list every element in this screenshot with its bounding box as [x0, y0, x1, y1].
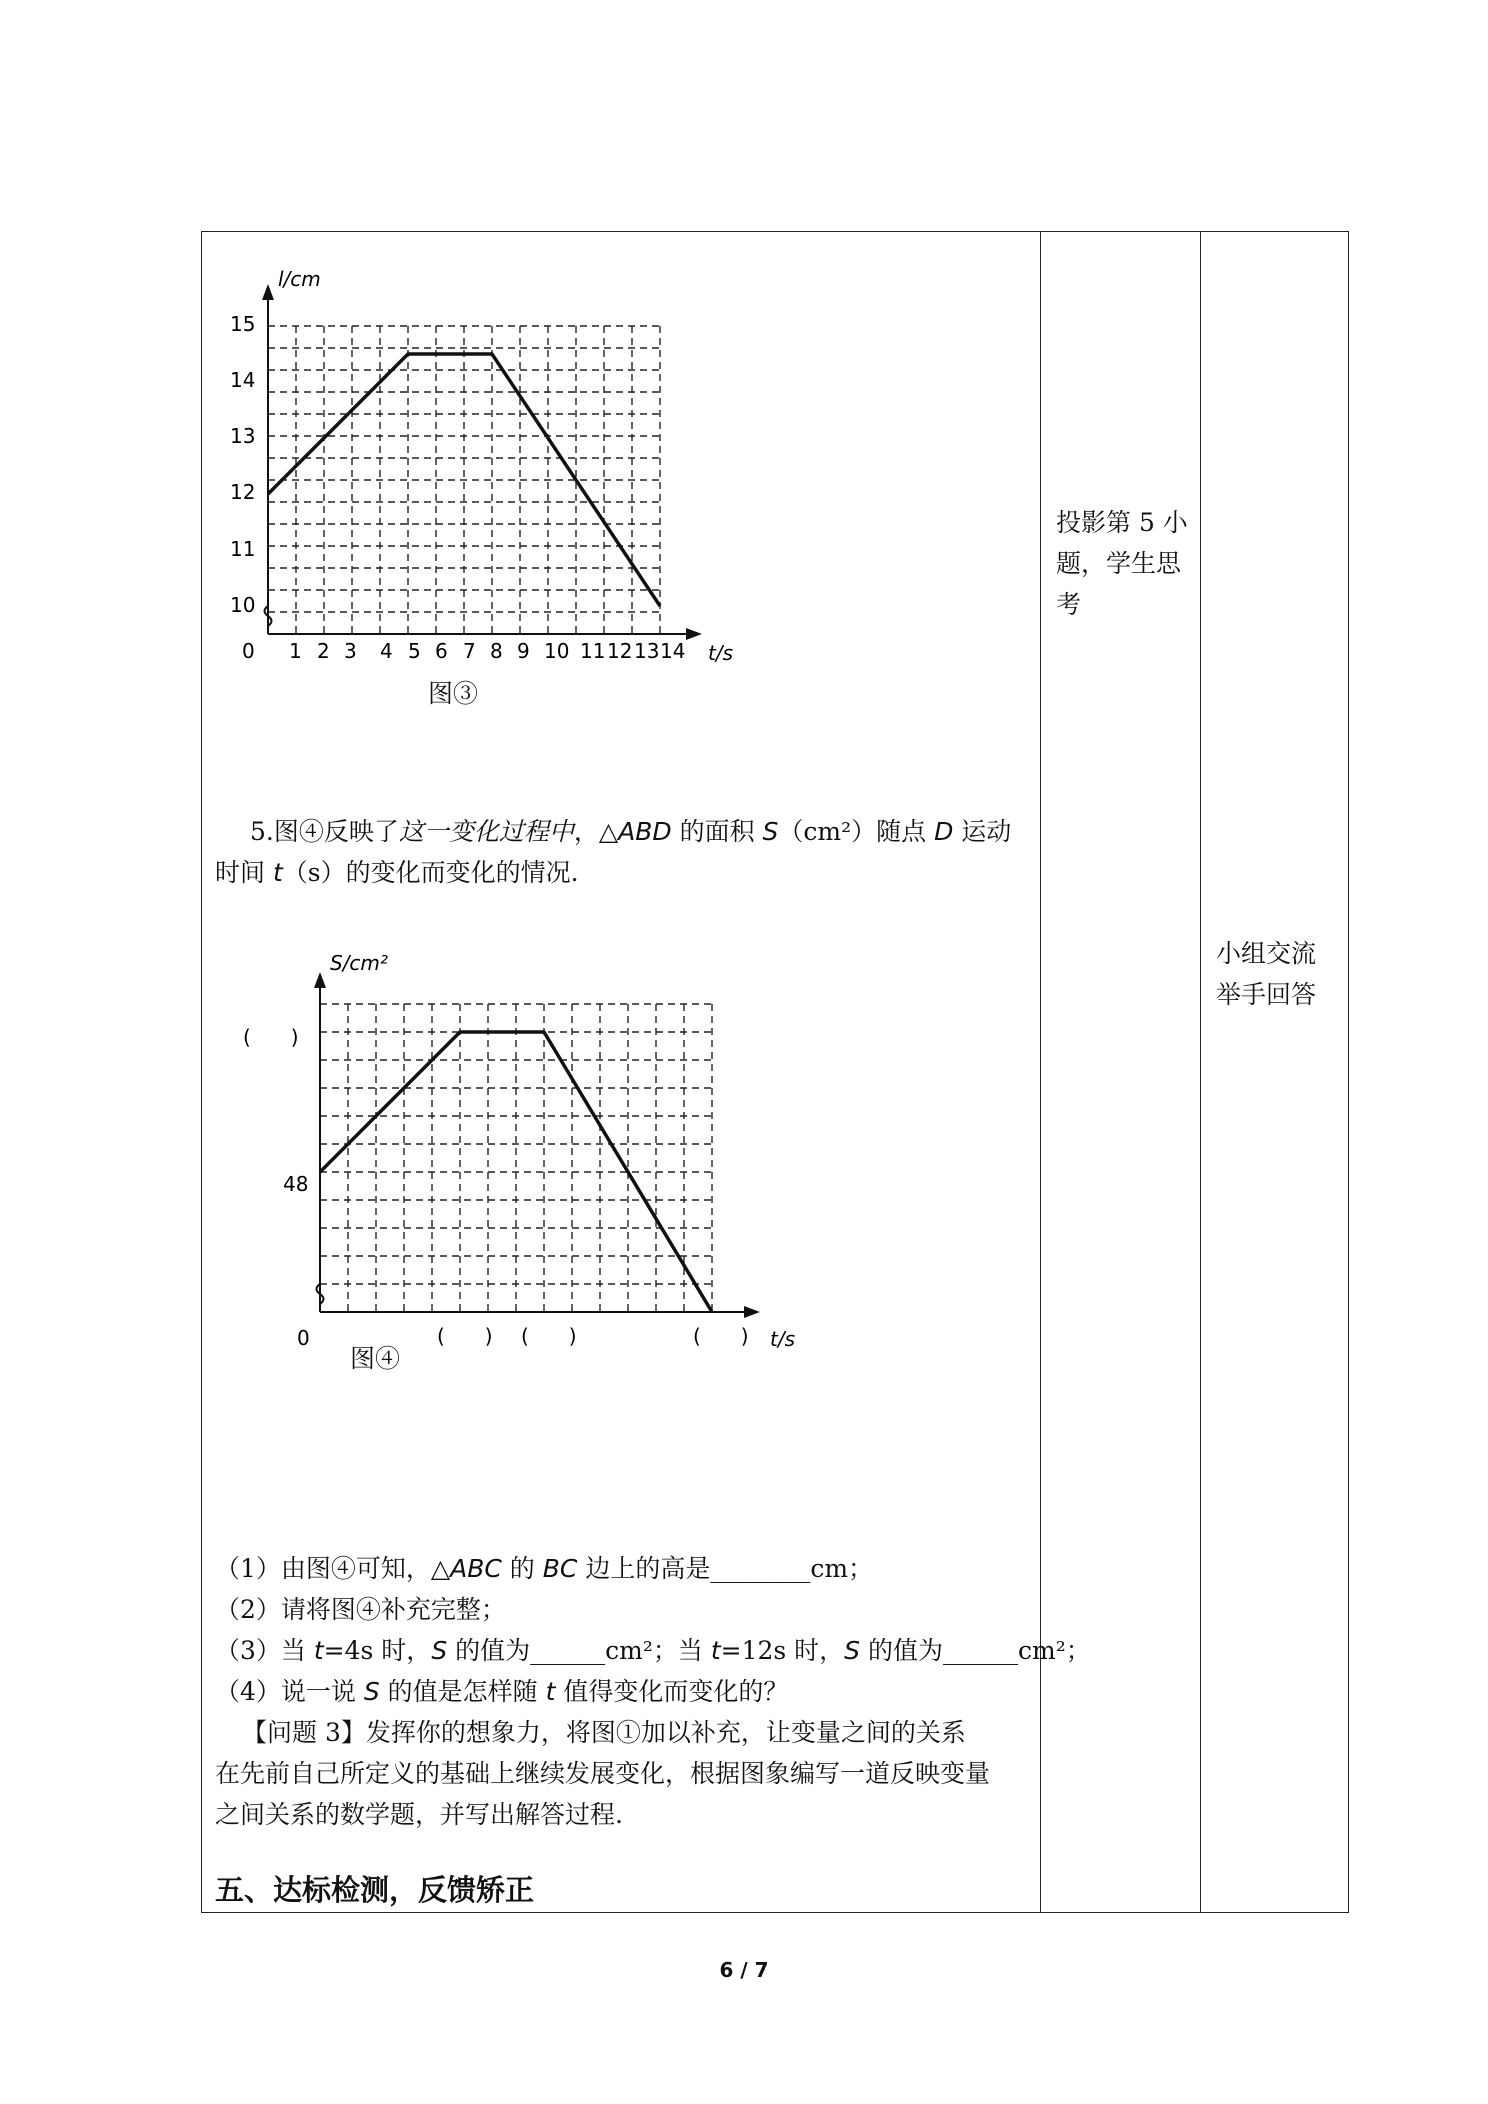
column2-note	[1056, 502, 1196, 625]
question-4: （4）说一说 S 的值是怎样随 t 值得变化而变化的？	[215, 1677, 789, 1706]
figure3-x-tick-label: 6	[435, 639, 448, 663]
question-1: （1）由图④可知，△ABC 的 BC 边上的高是________cm；	[215, 1554, 874, 1583]
figure3-grid	[268, 326, 660, 634]
figure3-caption: 图③	[428, 679, 479, 708]
figure3-y-tick-label: 12	[230, 480, 256, 504]
problem3-line3: 之间关系的数学题，并写出解答过程.	[215, 1800, 623, 1829]
figure4-origin: 0	[297, 1326, 310, 1350]
figure3-y-arrow	[262, 284, 274, 300]
page-number: 6 / 7	[719, 1958, 769, 1982]
figure3-x-tick-label: 11	[580, 639, 606, 663]
figure4-caption: 图④	[350, 1344, 401, 1373]
figure4-x-blank-1: ( )	[437, 1324, 493, 1348]
column2-line2: 题，学生思	[1056, 549, 1182, 578]
figure4-y-label: S/cm²	[330, 951, 388, 975]
figure3-x-tick-label: 12	[607, 639, 633, 663]
figure3-tick-labels	[230, 312, 685, 663]
figure3-y-tick-label: 15	[230, 312, 256, 336]
figure4-x-label: t/s	[770, 1327, 795, 1351]
figure3-x-tick-label: 3	[344, 639, 357, 663]
figure3-y-tick-label: 11	[230, 537, 256, 561]
problem3-line1: 【问题 3】发挥你的想象力，将图①加以补充，让变量之间的关系	[242, 1718, 966, 1747]
figure3-y-tick-label: 10	[230, 593, 256, 617]
figure3-x-tick-label: 8	[490, 639, 503, 663]
column2-line3: 考	[1056, 590, 1082, 619]
figure4-x-blank-2: ( )	[521, 1324, 577, 1348]
problem5-line1: 5.图④反映了这一变化过程中，△ABD 的面积 S（cm²）随点 D 运动	[250, 817, 1012, 846]
figure3-y-label: l/cm	[278, 267, 321, 291]
figure3-x-tick-label: 0	[242, 639, 255, 663]
figure3-x-tick-label: 10	[544, 639, 570, 663]
column2-line1: 投影第 5 小	[1056, 508, 1188, 537]
column3-note	[1216, 933, 1336, 1015]
figure3-x-tick-label: 14	[660, 639, 686, 663]
column3-line1: 小组交流	[1216, 939, 1317, 968]
figure3-x-tick-label: 4	[380, 639, 393, 663]
figure3-x-label: t/s	[708, 641, 733, 665]
problem3-line2: 在先前自己所定义的基础上继续发展变化，根据图象编写一道反映变量	[215, 1759, 991, 1788]
section-heading: 五、达标检测，反馈矫正	[215, 1873, 535, 1907]
figure3-x-tick-label: 9	[517, 639, 530, 663]
question-2: （2）请将图④补充完整；	[215, 1595, 506, 1624]
figure3-x-tick-label: 5	[408, 639, 421, 663]
figure3-y-tick-label: 13	[230, 424, 256, 448]
figure3-x-tick-label: 2	[317, 639, 330, 663]
figure4-y-blank: ( )	[243, 1025, 299, 1049]
figure4-axes	[314, 972, 760, 1318]
figure4-grid	[320, 1004, 712, 1312]
question-3: （3）当 t=4s 时，S 的值为______cm²；当 t=12s 时，S 的值为______cm²；	[215, 1636, 1091, 1665]
figure3-x-tick-label: 13	[634, 639, 660, 663]
figure3-x-tick-label: 1	[289, 639, 302, 663]
figure3-x-tick-label: 7	[463, 639, 476, 663]
figure3-axes	[262, 284, 702, 640]
figure4-x-blank-3: ( )	[693, 1324, 749, 1348]
figure4-x-arrow	[744, 1306, 760, 1318]
figure3-y-tick-label: 14	[230, 368, 256, 392]
figure4-y-tick-48: 48	[283, 1172, 309, 1196]
figure4-y-arrow	[314, 972, 326, 988]
problem5-line2: 时间 t（s）的变化而变化的情况.	[215, 858, 579, 887]
column3-line2: 举手回答	[1216, 980, 1317, 1009]
figure3-x-arrow	[686, 628, 702, 640]
